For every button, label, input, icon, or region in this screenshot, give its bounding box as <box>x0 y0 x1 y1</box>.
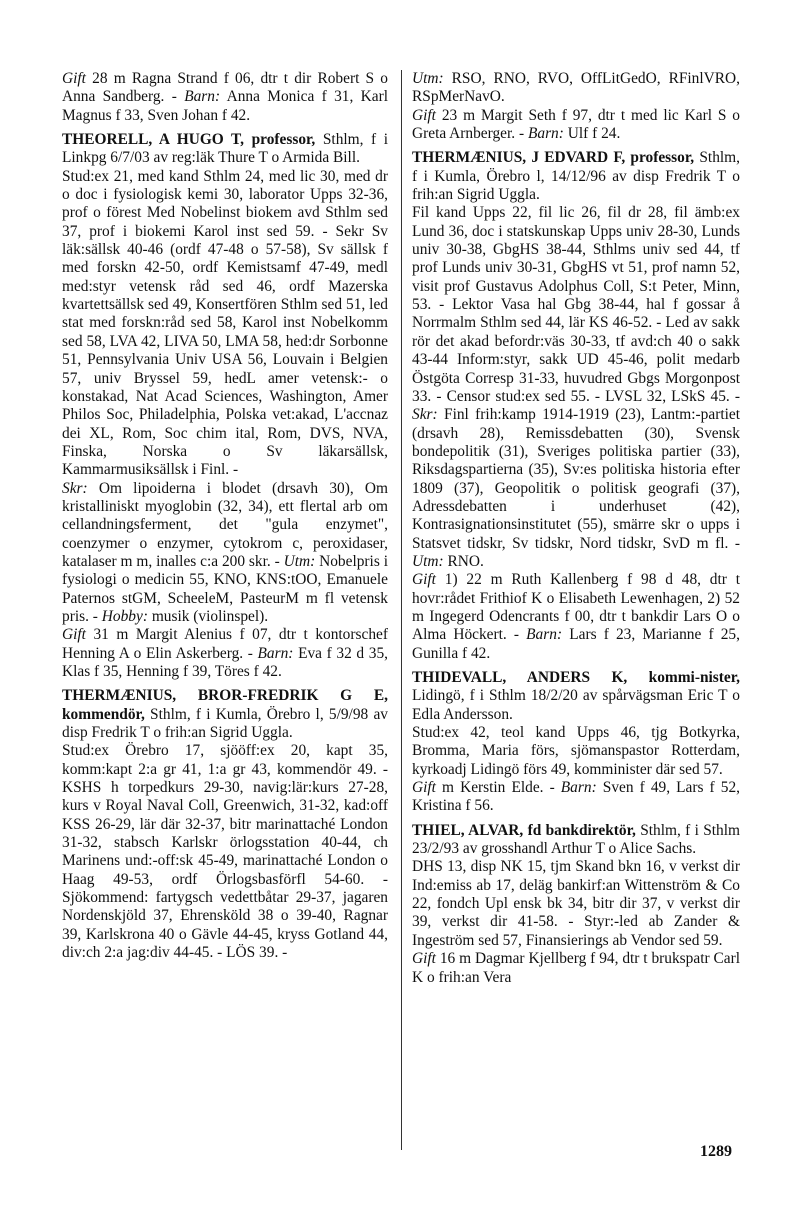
paragraph-text: Lidingö, f i Sthlm 18/2/20 av spårvägsman Eric T o Edla Andersson. <box>412 687 740 723</box>
left-column <box>62 70 388 963</box>
paragraph <box>412 950 740 987</box>
paragraph-text: Fil kand Upps 22, fil lic 26, fil dr 28, fil ämb:ex Lund 36, doc i statskunskap Upps univ 28-30, Lunds univ 30-38, GbgHS 38-44, Sthlms univ sed 44, tf prof Lunds univ 30-31, GbgHS vt 51, prof namn 52, visit prof Gustavus Adolphus Coll, S:t Peter, Minn, 53. - Lektor Vasa hal Gbg 38-44, hal f gossar å Norrmalm Sthlm sed 44, lär KS 46-52. - Led av sakk rör det akad befordr:väs 30-33, tf avd:ch 40 o sakk 43-44 Inform:styr, sakk UD 45-46, polit medarb Östgöta Corresp 31-33, huvudred Gbgs Morgonpost 33. - Censor stud:ex sed 55. - LVSL 32, LSkS 45. - <box>412 204 740 405</box>
field-label: Utm: <box>412 552 444 570</box>
field-label: Gift <box>412 779 436 797</box>
entry-thermaenius-edvard <box>412 149 740 204</box>
paragraph-text: Finl frih:kamp 1914-1919 (23), Lantm:-partiet (drsavh 28), Remissdebatten (30), Svensk bondepolitik (31), Sveriges politiska partier (33), Riksdagspartierna (35), Sv:es politiska historia efter 1809 (37), Geopolitik o politisk geografi (37), Adressdebatten i underhuset (42), Kontrasignationsinstitutet (55), smärre skr o upps i Statsvet tidskr, Sv tidskr, Nord tidskr, SvD m fl. - <box>412 406 740 552</box>
field-label: Barn: <box>184 88 221 106</box>
field-label: Skr: <box>62 479 88 497</box>
field-label: Gift <box>412 106 436 124</box>
field-label: Utm: <box>283 552 316 570</box>
paragraph-text: RSO, RNO, RVO, OffLitGedO, RFinlVRO, RSpMerNavO. <box>412 70 740 106</box>
entry-thiel <box>412 822 740 859</box>
paragraph <box>412 779 740 816</box>
paragraph-text: DHS 13, disp NK 15, tjm Skand bkn 16, v verkst dir Ind:emiss ab 17, deläg bankirf:an Wittenström & Co 22, fondch Upl ensk bk 34, bitr dir 37, v verkst dir 39, verkst dir 41-58. - Styr:-led ab Zander & Ingeström sed 57, Finansierings ab Vendor sed 59. <box>412 858 740 949</box>
paragraph-text: Sthlm, f i Kumla, Örebro l, 14/12/96 av disp Fredrik T o frih:an Sigrid Uggla. <box>412 149 740 204</box>
paragraph <box>412 571 740 663</box>
paragraph-text: Lars f 23, Marianne f 25, Gunilla f 42. <box>412 626 740 662</box>
paragraph-text: Ulf f 24. <box>567 125 621 143</box>
field-label: Gift <box>412 950 436 968</box>
field-label: Utm: <box>412 70 444 87</box>
paragraph-text: Eva f 32 d 35, Klas f 35, Henning f 39, Töres f 42. <box>62 644 388 680</box>
field-label: Skr: <box>412 406 438 424</box>
field-label: Hobby: <box>101 607 148 625</box>
right-column <box>412 70 740 987</box>
paragraph <box>62 168 388 480</box>
field-label: Barn: <box>560 779 597 797</box>
paragraph-text: Stud:ex 21, med kand Sthlm 24, med lic 30, med dr o doc i fysiologisk kemi 30, laborator Upps 32-36, prof o förest Med Nobelinst biokem avd Sthlm sed 37, prof i biokemi Karol inst sed 59. - Sekr Sv läk:sällsk 40-46 (ordf 47-48 o 57-58), Sv sällsk f med forskn 42-50, ordf Kemistsamf 47-49, medl med:styr vetensk råd sed 46, ordf Mazerska kvartettsällsk sed 49, Konsertfören Sthlm sed 51, led stat med forskn:råd sed 58, Karol inst Nobelkomm sed 58, LVA 42, LIVA 50, LMA 58, hed:dr Sorbonne 51, Pennsylvania Univ USA 56, Louvain i Belgien 57, univ Bryssel 59, hedL amer vetensk:- o konstakad, Nat Acad Sciences, Washington, Amer Philos Soc, Philadelphia, Polska vet:akad, L'accnaz dei XL, Rom, Soc chim ital, Rom, DVS, NVA, Finska, Norska o Sv läkarsällsk, Kammarmusiksällsk i Finl. - <box>62 167 388 479</box>
paragraph-text: 16 m Dagmar Kjellberg f 94, dtr t brukspatr Carl K o frih:an Vera <box>412 950 740 986</box>
entry-thermaenius-bror <box>62 687 388 742</box>
entry-name: THIDEVALL, ANDERS K, kommi-nister, <box>412 669 740 686</box>
paragraph-text: Sthlm, f i Linkpg 6/7/03 av reg:läk Thure T o Armida Bill. <box>62 131 388 167</box>
field-label: Barn: <box>527 125 564 143</box>
paragraph-text: m Kerstin Elde. - <box>442 779 555 797</box>
paragraph <box>62 742 388 962</box>
paragraph-text: 1) 22 m Ruth Kallenberg f 98 d 48, dtr t hovr:rådet Frithiof K o Elisabeth Lewenhagen, 2) 52 m Ingegerd Odencrants f 00, dtr t bankdir Lars O o Alma Höckert. - <box>412 571 740 644</box>
paragraph <box>62 70 388 125</box>
paragraph <box>62 626 388 681</box>
field-label: Gift <box>62 626 86 644</box>
entry-name: THIEL, ALVAR, fd bankdirektör, <box>412 821 636 839</box>
field-label: Barn: <box>257 644 294 662</box>
paragraph <box>412 204 740 571</box>
entry-thidevall <box>412 669 740 724</box>
paragraph-text: Sthlm, f i Kumla, Örebro l, 5/9/98 av disp Fredrik T o frih:an Sigrid Uggla. <box>62 705 388 742</box>
entry-name: THERMÆNIUS, J EDVARD F, professor, <box>412 149 695 167</box>
paragraph-text: musik (violinspel). <box>151 607 269 625</box>
paragraph-text: 28 m Ragna Strand f 06, dtr t dir Robert S o Anna Sandberg. - <box>62 70 388 106</box>
field-label: Barn: <box>526 626 563 644</box>
entry-theorell <box>62 131 388 168</box>
paragraph-text: Anna Monica f 31, Karl Magnus f 33, Sven Johan f 42. <box>62 88 389 124</box>
paragraph <box>412 724 740 779</box>
paragraph-text: 31 m Margit Alenius f 07, dtr t kontorschef Henning A o Elin Askerberg. - <box>62 626 388 662</box>
paragraph-text: Stud:ex Örebro 17, sjööff:ex 20, kapt 35, komm:kapt 2:a gr 41, 1:a gr 43, kommendör 49. - KSHS h torpedkurs 29-30, navig:lär:kurs 27-28, kurs v Royal Naval Coll, Greenwich, 31-32, kad:off KSS 26-29, lär där 32-37, bitr marinattaché London 31-32, stabsch Karlskr örlogsstation 40-44, ch Marinens und:-off:sk 45-49, marinattaché London o Haag 49-53, ordf Örlogsbasförfl 54-60. - Sjökommend: fartygsch vedettbåtar 29-37, jagaren Nordenskjöld 37, Ehrensköld 38 o 39-40, Ragnar 39, Karlskrona 40 o Gävle 44-45, kryss Gotland 44, div:ch 2:a jag:div 44-45. - LÖS 39. - <box>62 742 388 962</box>
column-divider <box>401 70 402 1150</box>
paragraph-text: Sthlm, f i Sthlm 23/2/93 av grosshandl Arthur T o Alice Sachs. <box>412 821 740 858</box>
paragraph-text: 23 m Margit Seth f 97, dtr t med lic Karl S o Greta Arnberger. - <box>412 106 740 143</box>
paragraph <box>62 480 388 627</box>
paragraph <box>412 70 740 107</box>
paragraph-text: Sven f 49, Lars f 52, Kristina f 56. <box>412 779 740 815</box>
paragraph-text: Nobelpris i fysiologi o medicin 55, KNO, KNS:tOO, Emanuele Paternos stGM, ScheeleM, PasteurM m fl vetensk pris. - <box>62 552 388 625</box>
entry-name: THERMÆNIUS, BROR-FREDRIK G E, kommendör, <box>62 687 388 723</box>
field-label: Gift <box>412 571 436 589</box>
paragraph-text: Om lipoiderna i blodet (drsavh 30), Om kristalliniskt myoglobin (32, 34), ett flertal arb om cellandningsferment, det "gula enzymet", coenzymer o enzymer, cytokrom c, peroxidaser, katalaser m m, inalles c:a 200 skr. - <box>62 479 388 570</box>
paragraph <box>412 858 740 950</box>
page-number: 1289 <box>700 1143 732 1160</box>
paragraph-text: Stud:ex 42, teol kand Upps 46, tjg Botkyrka, Bromma, Maria förs, sjömanspastor Rotterdam, kyrkoadj Lidingö förs 49, komminister där sed 57. <box>412 724 740 778</box>
paragraph <box>412 107 740 144</box>
field-label: Gift <box>62 70 86 87</box>
entry-name: THEORELL, A HUGO T, professor, <box>62 131 316 149</box>
paragraph-text: RNO. <box>447 552 484 570</box>
